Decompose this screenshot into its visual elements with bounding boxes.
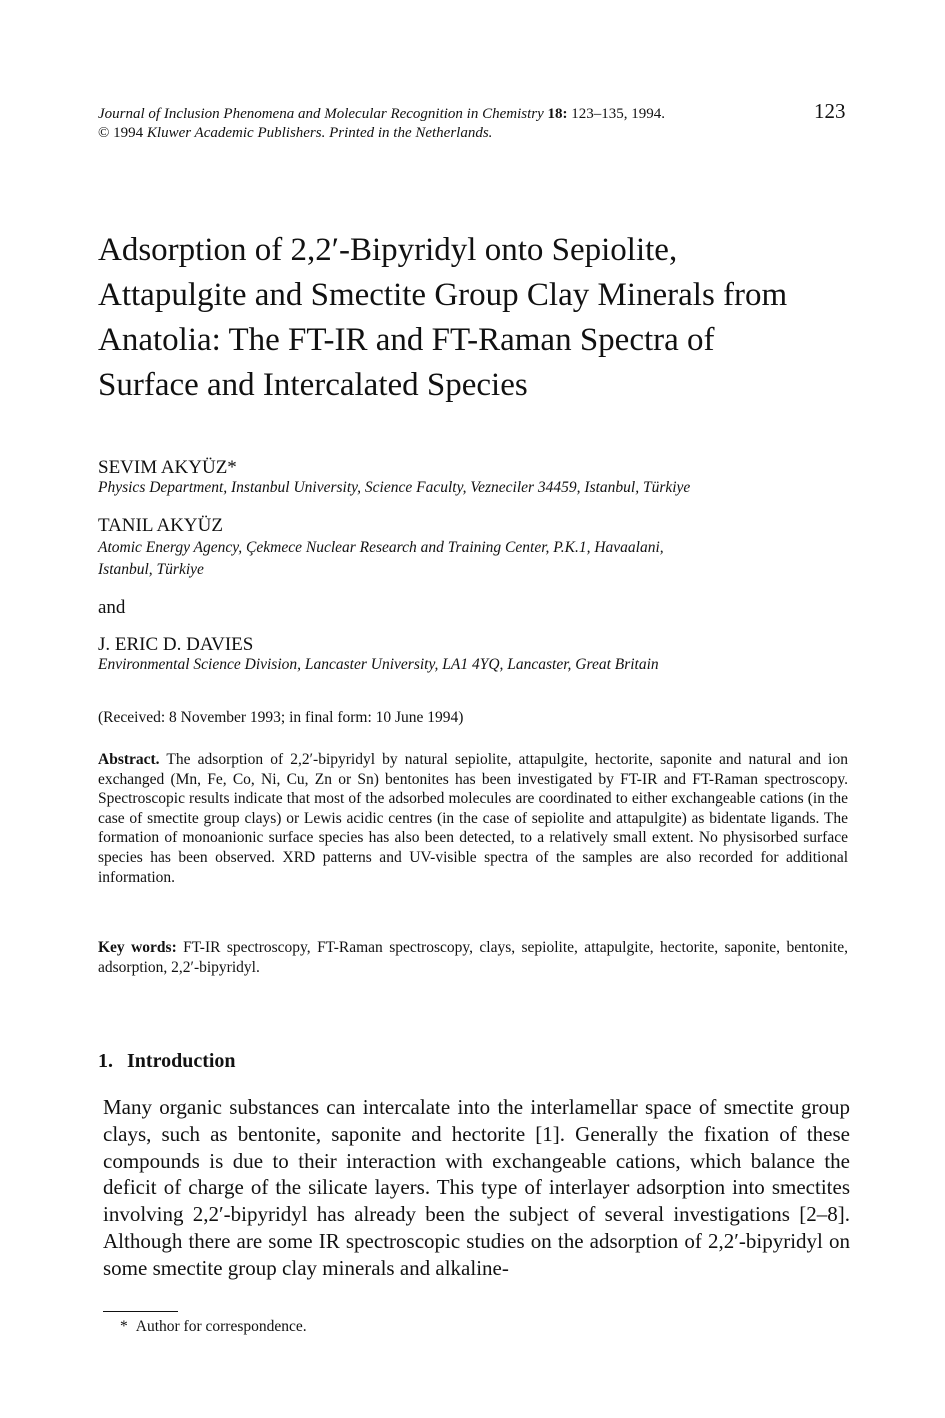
title-line: Adsorption of 2,2′-Bipyridyl onto Sepiolite,: [98, 232, 678, 268]
affiliation-line: Physics Department, Instanbul University, Science Faculty, Vezneciler 34459, Istanbul, Türkiye: [98, 479, 691, 496]
journal-name: Journal of Inclusion Phenomena and Molecular Recognition in Chemistry: [98, 106, 544, 122]
author-affiliation: [98, 537, 838, 581]
keywords-label: Key words:: [98, 939, 177, 956]
keywords: [98, 938, 848, 977]
title-line: Surface and Intercalated Species: [98, 367, 528, 403]
affiliation-line: Environmental Science Division, Lancaster University, LA1 4YQ, Lancaster, Great Britain: [98, 656, 659, 673]
section-heading: [98, 1048, 236, 1074]
page-number: 123: [814, 99, 846, 123]
copyright-line: [98, 123, 798, 143]
affiliation-line: Atomic Energy Agency, Çekmece Nuclear Research and Training Center, P.K.1, Havaalani,: [98, 539, 664, 556]
author-name: J. ERIC D. DAVIES: [98, 634, 254, 655]
footnote-mark: *: [120, 1318, 128, 1335]
footnote-rule: [103, 1311, 178, 1312]
author-name: TANIL AKYÜZ: [98, 515, 223, 536]
author-affiliation: [98, 477, 838, 499]
copyright-year: © 1994: [98, 125, 144, 141]
section-number: 1.: [98, 1050, 113, 1072]
author-conjunction: and: [98, 597, 126, 618]
keywords-text: FT-IR spectroscopy, FT-Raman spectroscopy, clays, sepiolite, attapulgite, hectorite, saponite, bentonite, adsorption, 2,2′-bipyridyl.: [98, 939, 848, 976]
journal-citation: [98, 104, 798, 124]
abstract-text: The adsorption of 2,2′-bipyridyl by natural sepiolite, attapulgite, hectorite, saponite and natural and ion exchanged (Mn, Fe, Co, Ni, Cu, Zn or Sn) bentonites has been investigated by FT-IR and FT-Raman spectroscopy. Spectroscopic results indicate that most of the adsorbed molecules are coordinated to either exchangeable cations (in the case of smectite group clays) or Lewis acidic centres (in the case of sepiolite and attapulgite) as bidentate ligands. The formation of monoanionic surface species has also been detected, to a relatively small extent. No physisorbed surface species has been observed. XRD patterns and UV-visible spectra of the samples are also recorded for additional information.: [98, 751, 848, 886]
section-title: Introduction: [127, 1050, 236, 1072]
footnote-text: Author for correspondence.: [135, 1318, 307, 1335]
abstract: [98, 750, 848, 887]
introduction-paragraph: Many organic substances can intercalate into the interlamellar space of smectite group clays, such as bentonite, saponite and hectorite [1]. Generally the fixation of these compounds is due to their interaction with exchangeable cations, which balance the deficit of charge of the silicate layers. This type of interlayer adsorption into smectites involving 2,2′-bipyridyl has already been the subject of several investigations [2–8]. Although there are some IR spectroscopic studies on the adsorption of 2,2′-bipyridyl on some smectite group clay minerals and alkaline-: [103, 1095, 850, 1280]
journal-pages-year: 123–135, 1994.: [571, 106, 666, 122]
received-dates: (Received: 8 November 1993; in final form: 10 June 1994): [98, 709, 464, 726]
title-line: Anatolia: The FT-IR and FT-Raman Spectra of: [98, 322, 715, 358]
article-title: [98, 228, 868, 408]
abstract-label: Abstract.: [98, 751, 160, 768]
journal-volume: 18:: [547, 106, 568, 122]
title-line: Attapulgite and Smectite Group Clay Minerals from: [98, 277, 788, 313]
footnote: [120, 1317, 307, 1337]
affiliation-line: Istanbul, Türkiye: [98, 561, 204, 578]
publisher: Kluwer Academic Publishers. Printed in the Netherlands.: [146, 125, 493, 141]
author-affiliation: [98, 654, 838, 676]
author-name: SEVIM AKYÜZ*: [98, 457, 237, 478]
